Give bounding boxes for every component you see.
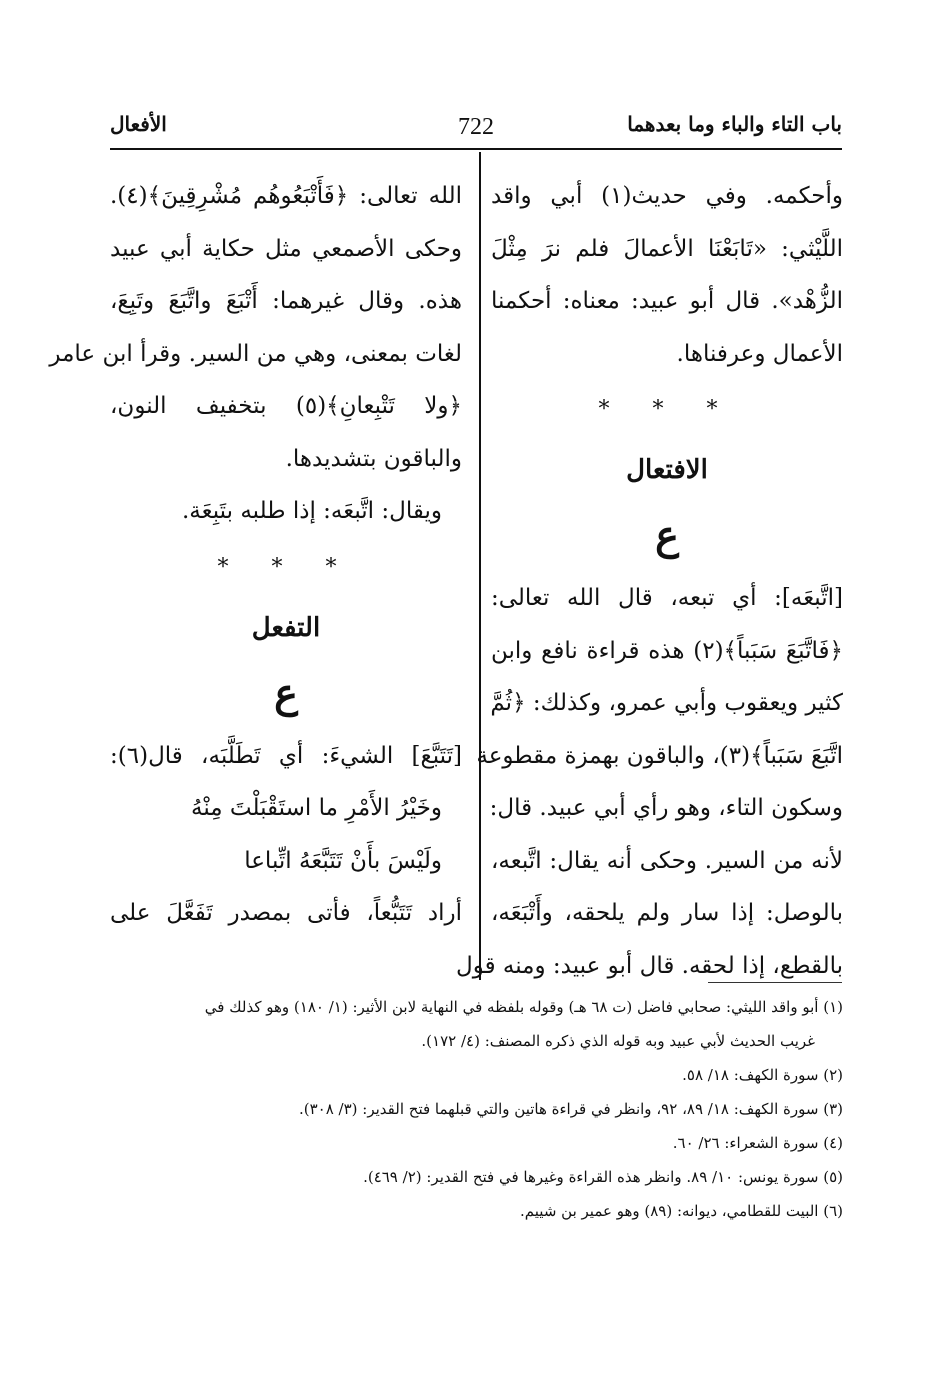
text-line: الزُّهْد». قال أبو عبيد: معناه: أحكمنا bbox=[491, 288, 843, 314]
section-heading: الافتعال bbox=[626, 455, 708, 485]
text-line: الأعمال وعرفناها. bbox=[676, 340, 843, 367]
footnote: (٣) سورة الكهف: ١٨/ ٨٩، ٩٢، وانظر في قراءة هاتين والتي قبلهما فتح القدير: (٣/ ٣٠٨). bbox=[298, 1100, 843, 1118]
text-line: [اتَّبعَه]: أي تبعه، قال الله تعالى: bbox=[491, 585, 843, 611]
text-line: الله تعالى: ﴿فَأَتْبَعُوهُم مُشْرِقِينَ﴾(٤). bbox=[110, 183, 462, 209]
root-letter: ع bbox=[274, 669, 298, 717]
text-line: وأحكمه. وفي حديث(١) أبي واقد bbox=[491, 183, 844, 209]
footnote-continuation: غريب الحديث لأبي عبيد وبه قوله الذي ذكره المصنف: (٤/ ١٧٢). bbox=[421, 1032, 815, 1050]
left-column bbox=[49, 170, 462, 940]
section-separator: * * * bbox=[217, 554, 355, 580]
text-line: هذه. وقال غيرهما: أَتْبَعَ واتَّبَعَ وتَبِعَ، bbox=[110, 288, 462, 314]
footnote: (٢) سورة الكهف: ١٨/ ٥٨. bbox=[682, 1066, 843, 1084]
section-heading: التفعل bbox=[251, 612, 321, 643]
text-line: أراد تَتَبُّعاً، فأتى بمصدر تَفَعَّلَ على bbox=[110, 900, 462, 926]
text-line: والباقون بتشديدها. bbox=[285, 445, 462, 472]
text-line: ﴿ولا تَتْبِعانِ﴾(٥) بتخفيف النون، bbox=[110, 393, 462, 419]
section-title: الأفعال bbox=[110, 112, 167, 136]
text-line: كثير ويعقوب وأبي عمرو، وكذلك: ﴿ثُمَّ bbox=[490, 690, 843, 716]
header-rule bbox=[110, 148, 842, 150]
text-line: لغات بمعنى، وهي من السير. وقرأ ابن عامر bbox=[49, 340, 462, 367]
footnote: (٦) البيت للقطامي، ديوانه: (٨٩) وهو عمير بن شييم. bbox=[520, 1202, 843, 1220]
page-header bbox=[110, 104, 842, 148]
text-line: ﴿فَاتَّبَعَ سَبَباً﴾(٢) هذه قراءة نافع وابن bbox=[491, 637, 843, 664]
footnote: (٥) سورة يونس: ١٠/ ٨٩. وانظر هذه القراءة وغيرها في فتح القدير: (٢/ ٤٦٩). bbox=[363, 1168, 843, 1186]
column-divider bbox=[479, 152, 481, 980]
text-line: اتَّبَعَ سَبَباً﴾(٣)، والباقون بهمزة مقطوعة bbox=[476, 742, 843, 769]
footnote-rule bbox=[708, 982, 842, 983]
poetry-hemistich-1: وخَيْرُ الأَمْرِ ما استَقْبَلْتَ مِنْهُ bbox=[190, 795, 442, 821]
footnote: (١) أبو واقد الليثي: صحابي فاضل (ت ٦٨ هـ) وقوله بلفظه في النهاية لابن الأثير: (١/ ١٨٠) وهو كذلك في bbox=[204, 998, 843, 1016]
text-line: بالقطع، إذا لحقه. قال أبو عبيد: ومنه قول bbox=[455, 952, 843, 979]
chapter-title: باب التاء والباء وما بعدهما bbox=[627, 112, 842, 136]
root-letter: ع bbox=[655, 512, 679, 559]
text-line: وسكون التاء، وهو رأي أبي عبيد. قال: bbox=[489, 795, 843, 821]
section-separator: * * * bbox=[598, 397, 736, 422]
text-line: اللَّيْثي: «تَابَعْنَا الأعمالَ فلم نرَ مِثْلَ bbox=[491, 235, 843, 262]
text-line: ويقال: اتَّبعَه: إذا طلبه بتَبِعَة. bbox=[182, 498, 442, 524]
footnotes bbox=[107, 990, 843, 1228]
entry-line: [تَتَبَّعَ] الشيءَ: أي تَطَلَّبَه، قال(٦): bbox=[110, 742, 462, 769]
text-line: بالوصل: إذا سار ولم يلحقه، وأَتْبَعَه، bbox=[491, 900, 843, 926]
page-number: 722 bbox=[458, 114, 494, 140]
right-column bbox=[455, 170, 844, 992]
text-line: وحكى الأصمعي مثل حكاية أبي عبيد bbox=[110, 235, 462, 262]
footnote: (٤) سورة الشعراء: ٢٦/ ٦٠. bbox=[672, 1134, 843, 1152]
text-line: لأنه من السير. وحكى أنه يقال: اتَّبعه، bbox=[491, 847, 843, 874]
poetry-hemistich-2: ولَيْسَ بأَنْ تَتَبَّعَهُ اتِّباعا bbox=[244, 847, 442, 874]
